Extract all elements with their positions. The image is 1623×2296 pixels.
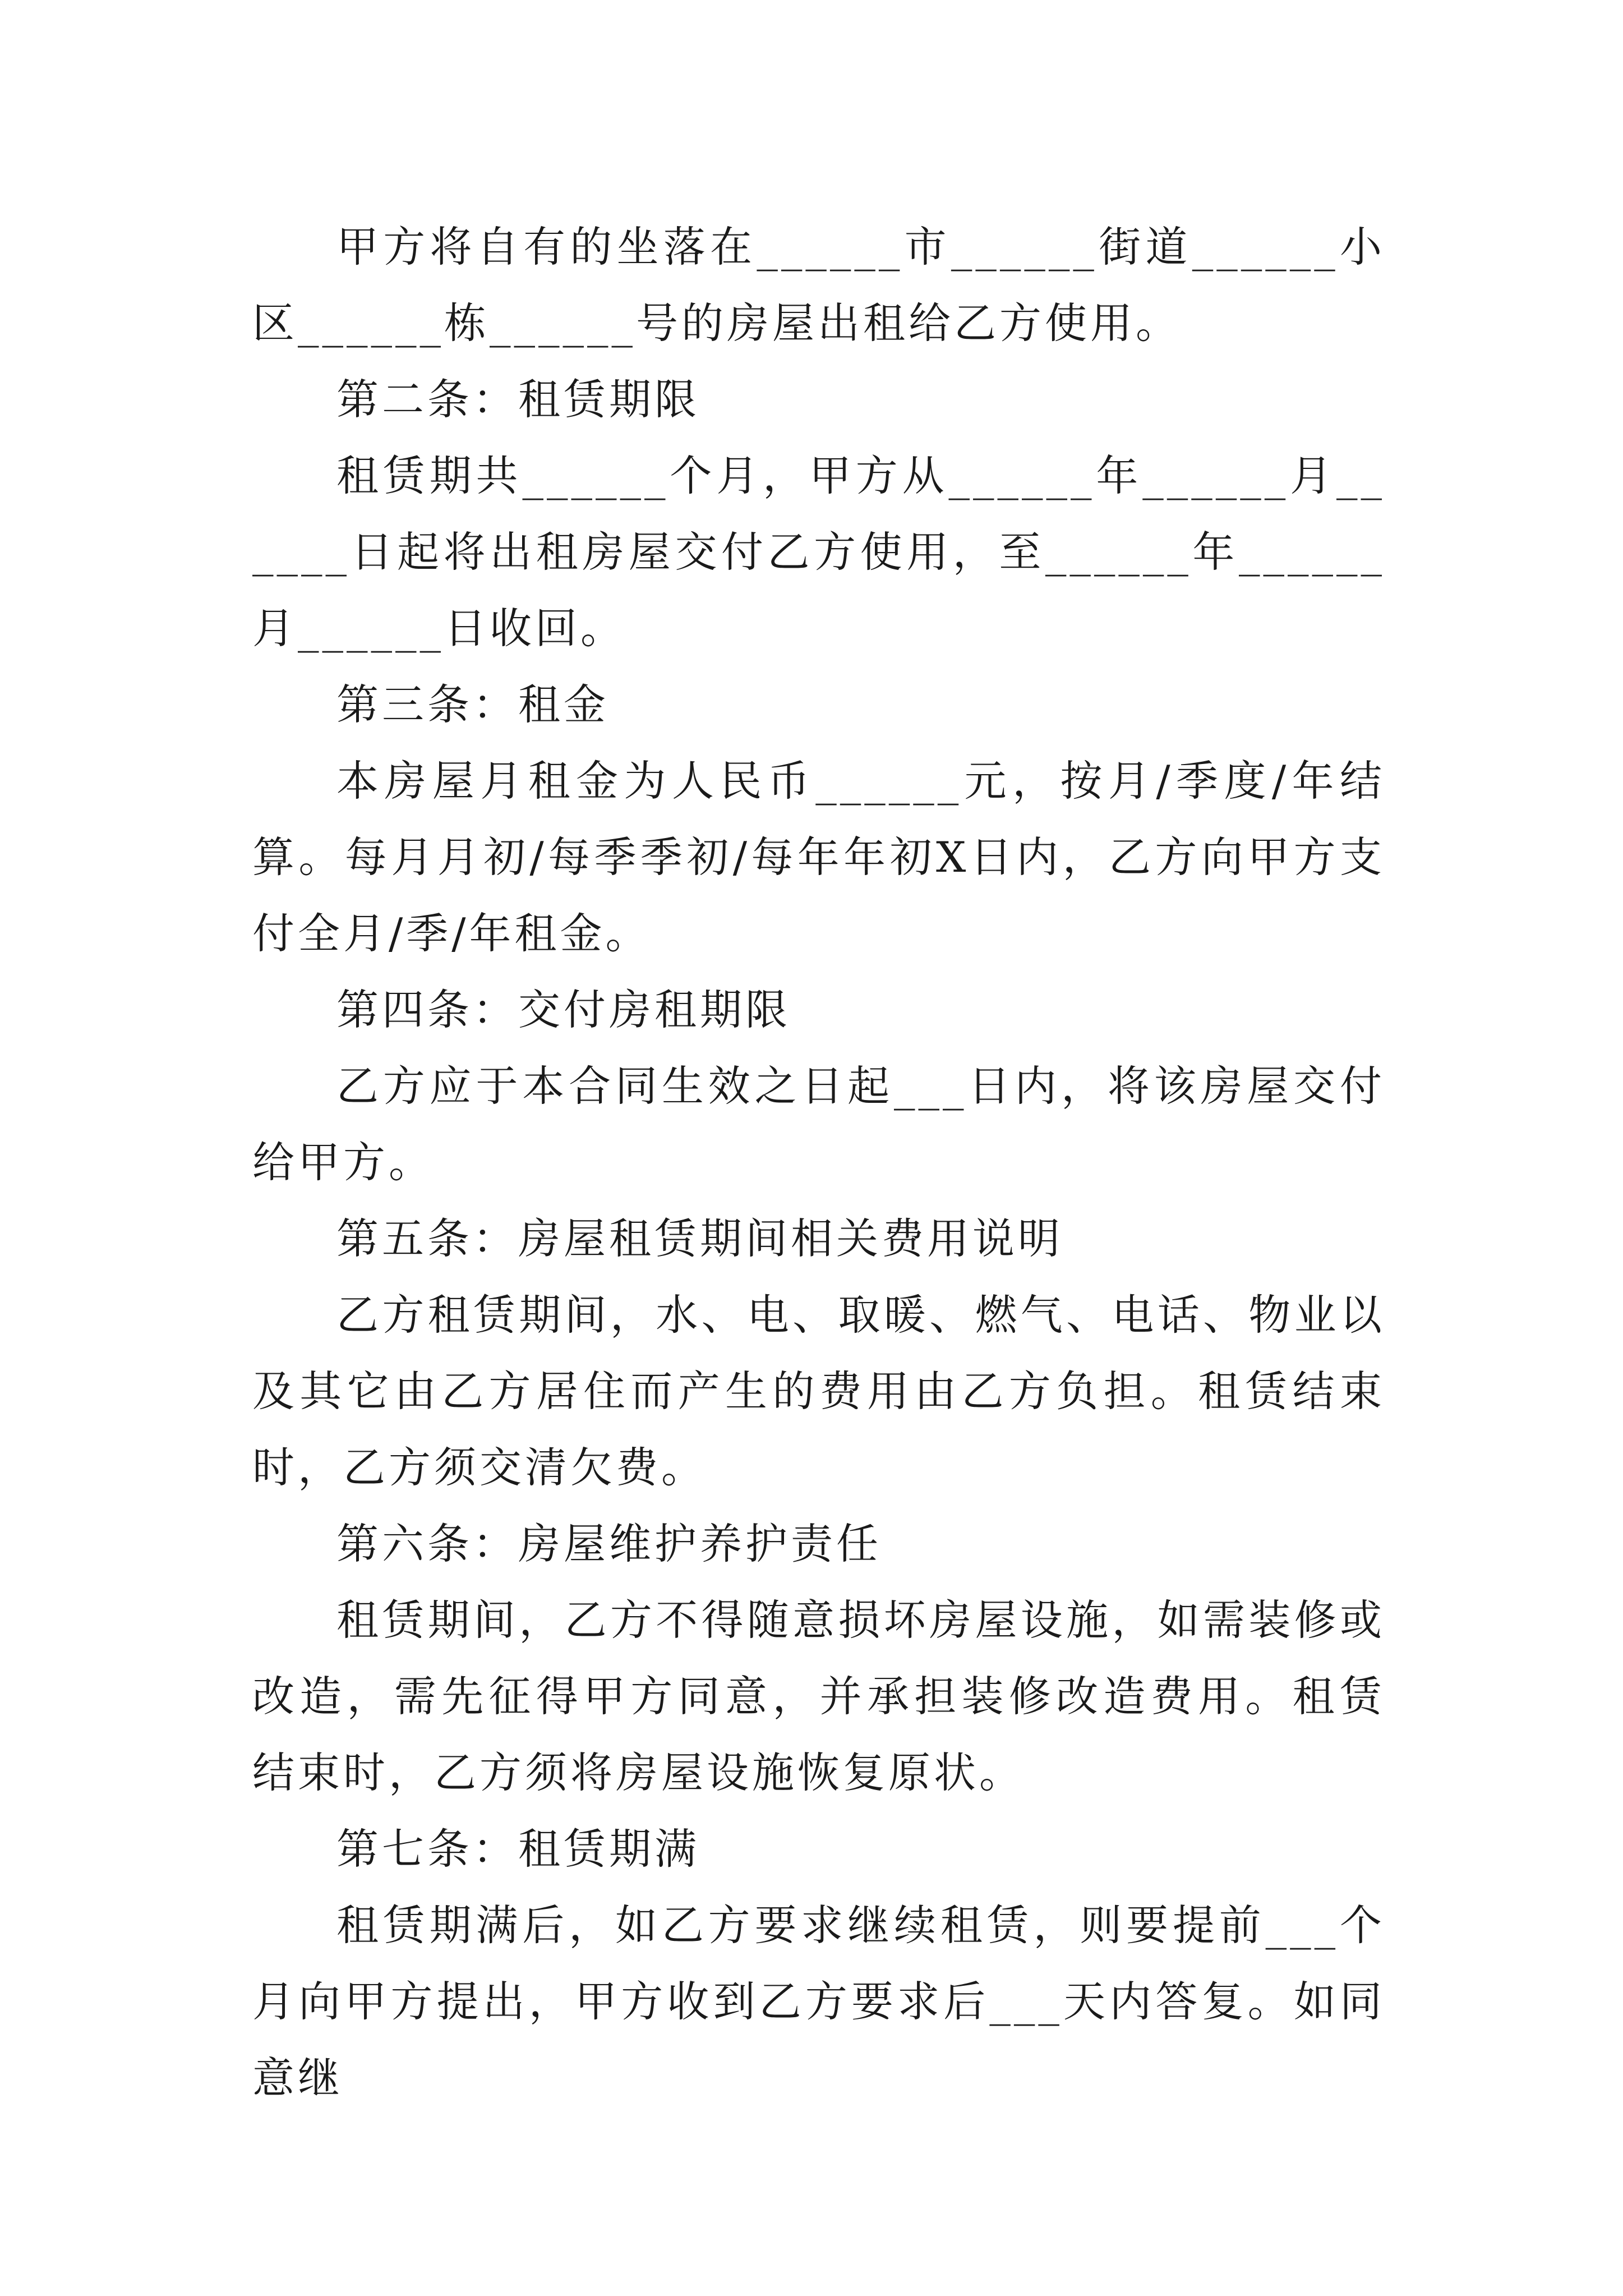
paragraph-lease-expiry: 租赁期满后，如乙方要求继续租赁，则要提前___个月向甲方提出，甲方收到乙方要求后___天内答复。如同意继 (252, 1901, 1385, 2102)
heading-article-6-maintenance: 第六条：房屋维护养护责任 (336, 1519, 882, 1568)
heading-article-7-lease-expiry: 第七条：租赁期满 (336, 1824, 700, 1874)
contract-text (252, 209, 1385, 2116)
paragraph-lease-term: 租赁期共______个月，甲方从______年______月______日起将出租房屋交付乙方使用，至______年______月______日收回。 (252, 451, 1385, 653)
paragraph-property-location: 甲方将自有的坐落在______市______街道______小区______栋______号的房屋出租给乙方使用。 (252, 222, 1385, 348)
heading-article-4-payment-deadline: 第四条：交付房租期限 (336, 985, 791, 1034)
paragraph-payment-deadline: 乙方应于本合同生效之日起___日内，将该房屋交付给甲方。 (252, 1061, 1385, 1187)
heading-article-3-rent: 第三条：租金 (336, 680, 610, 729)
heading-article-2-lease-term: 第二条：租赁期限 (336, 375, 700, 424)
paragraph-fees: 乙方租赁期间，水、电、取暖、燃气、电话、物业以及其它由乙方居住而产生的费用由乙方负担。租赁结束时，乙方须交清欠费。 (252, 1290, 1385, 1492)
heading-article-5-fees: 第五条：房屋租赁期间相关费用说明 (336, 1214, 1064, 1263)
paragraph-maintenance: 租赁期间，乙方不得随意损坏房屋设施，如需装修或改造，需先征得甲方同意，并承担装修改造费用。租赁结束时，乙方须将房屋设施恢复原状。 (252, 1595, 1385, 1797)
paragraph-rent: 本房屋月租金为人民币______元，按月/季度/年结算。每月月初/每季季初/每年年初X日内，乙方向甲方支付全月/季/年租金。 (252, 756, 1385, 958)
